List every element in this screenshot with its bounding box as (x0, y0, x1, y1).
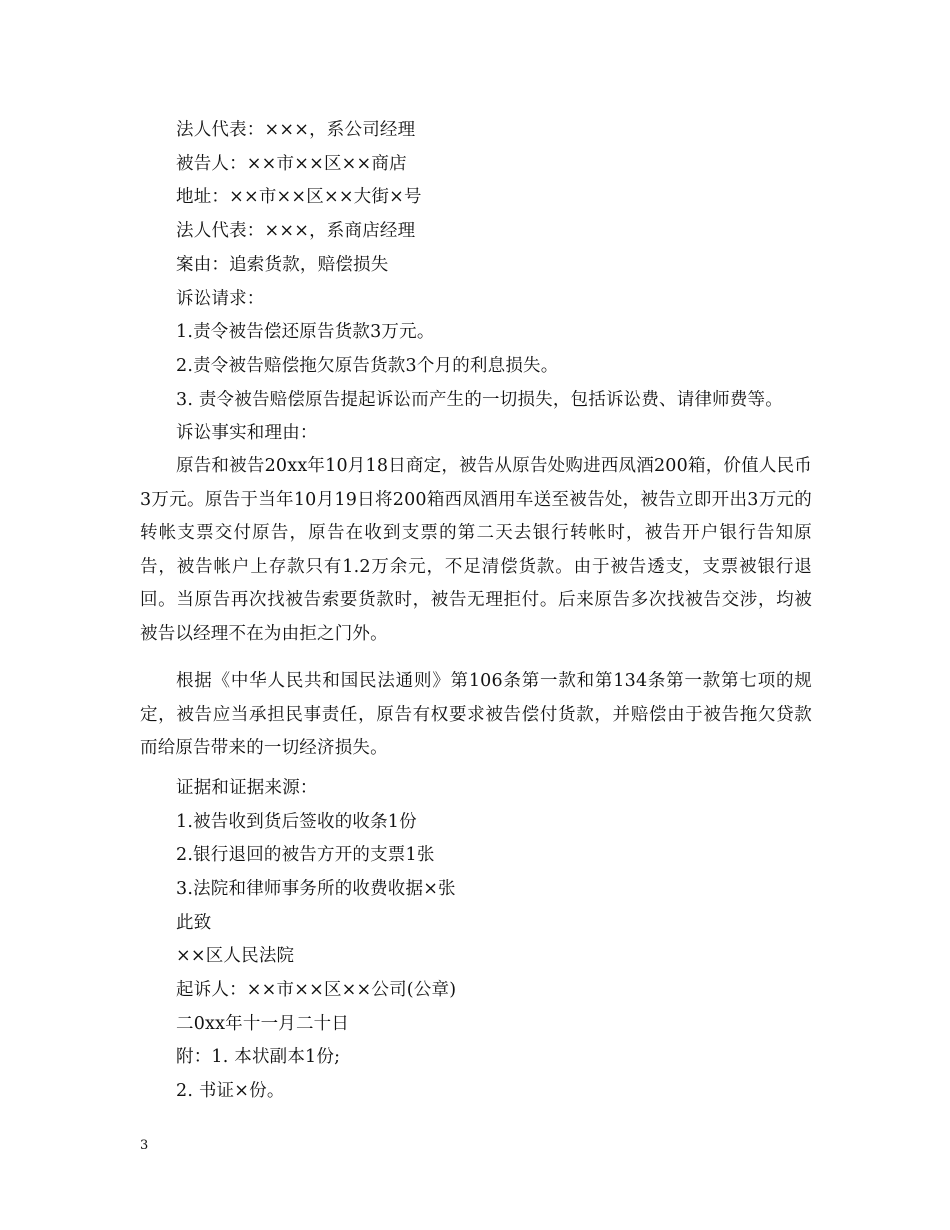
claim-item-3: 3. 责令被告赔偿原告提起诉讼而产生的一切损失，包括诉讼费、请律师费等。 (176, 390, 783, 410)
evidence-heading: 证据和证据来源： (176, 778, 318, 798)
legal-representative-plaintiff: 法人代表：×××，系公司经理 (176, 120, 416, 140)
page-number: 3 (140, 1138, 149, 1153)
claims-heading: 诉讼请求： (176, 289, 265, 309)
address-line: 地址：××市××区××大街×号 (176, 187, 422, 207)
plaintiff-signature: 起诉人：××市××区××公司(公章) (176, 980, 457, 1000)
legal-representative-defendant: 法人代表：×××，系商店经理 (176, 221, 416, 241)
evidence-item-2: 2.银行退回的被告方开的支票1张 (176, 845, 435, 865)
evidence-item-1: 1.被告收到货后签收的收条1份 (176, 812, 417, 832)
salutation: 此致 (176, 913, 212, 933)
facts-paragraph: 原告和被告20xx年10月18日商定，被告从原告处购进西凤酒200箱，价值人民币3万元。原告于当年10月19日将200箱西凤酒用车送至被告处，被告立即开出3万元的转帐支票交付原告，原告在收到支票的第二天去银行转帐时，被告开户银行告知原告，被告帐户上存款只有1.2万余元，不足清偿货款。由于被告透支，支票被银行退回。当原告再次找被告索要货款时，被告无理拒付。后来原告多次找被告交涉，均被被告以经理不在为由拒之门外。 (140, 456, 812, 644)
court-name: ××区人民法院 (176, 946, 295, 966)
document-date: 二0xx年十一月二十日 (176, 1014, 350, 1034)
claim-item-2: 2.责令被告赔偿拖欠原告货款3个月的利息损失。 (176, 356, 559, 376)
attachment-item-1: 附：1. 本状副本1份; (176, 1047, 341, 1067)
facts-heading: 诉讼事实和理由： (176, 423, 318, 443)
cause-of-action: 案由：追索货款，赔偿损失 (176, 255, 389, 275)
claim-item-1: 1.责令被告偿还原告货款3万元。 (176, 322, 435, 342)
attachment-item-2: 2. 书证×份。 (176, 1081, 285, 1101)
defendant-line: 被告人：××市××区××商店 (176, 154, 407, 174)
legal-basis-paragraph: 根据《中华人民共和国民法通则》第106条第一款和第134条第一款第七项的规定，被告应当承担民事责任，原告有权要求被告偿付货款，并赔偿由于被告拖欠贷款而给原告带来的一切经济损失。 (140, 671, 812, 758)
evidence-item-3: 3.法院和律师事务所的收费收据×张 (176, 879, 456, 899)
